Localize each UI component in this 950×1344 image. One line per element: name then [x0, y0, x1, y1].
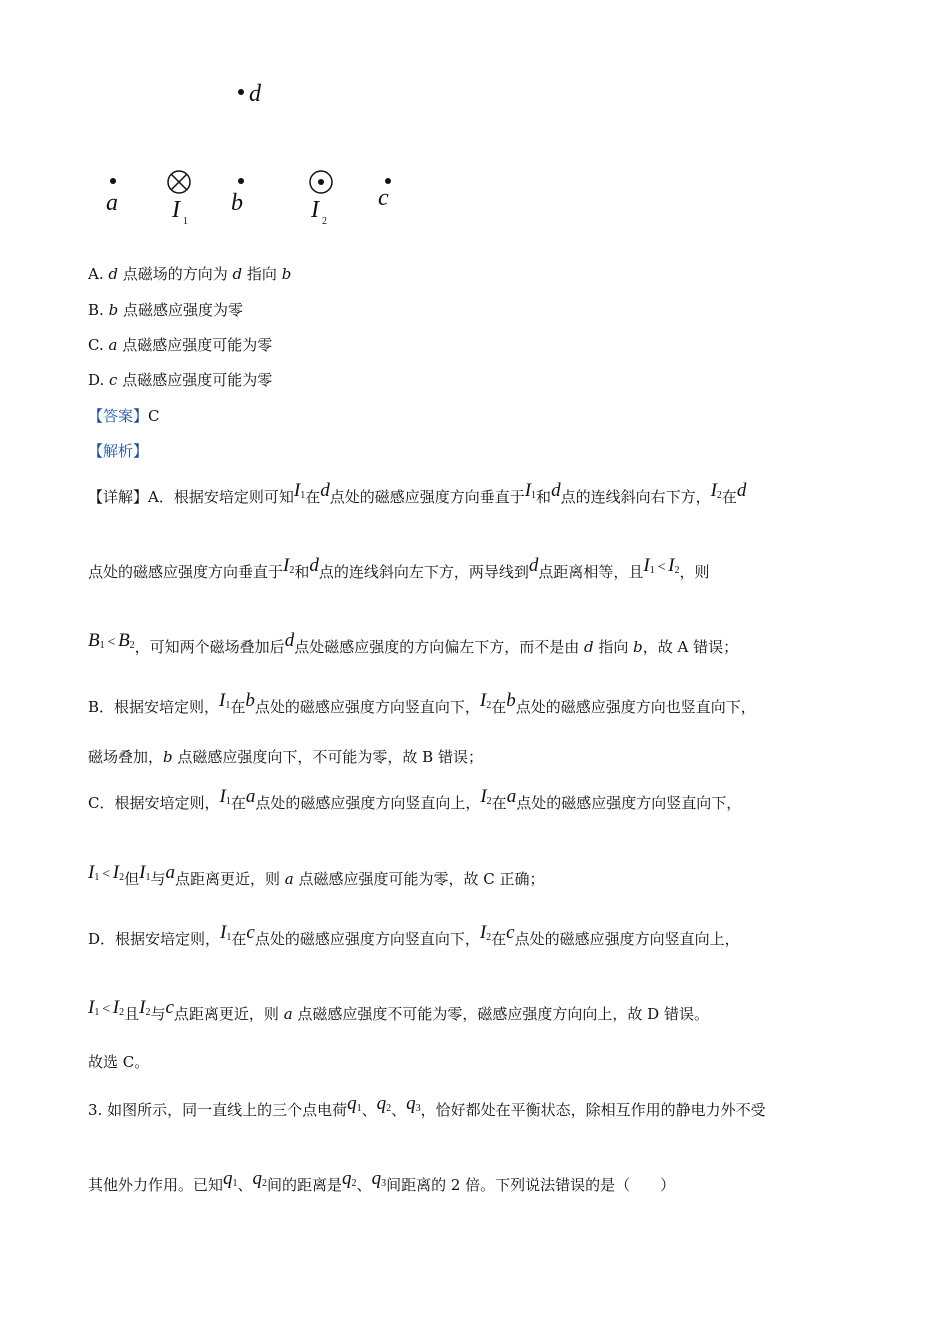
detail-line-3: $B_1 < B_2$，可知两个磁场叠加后d点处磁感应强度的方向偏左下方，而不是由 d 指向 b，故 A 错误； [88, 630, 739, 656]
point-a-dot [110, 178, 116, 184]
label-i2: I [311, 197, 319, 223]
detail-line-7: $I_1 < I_2$但$I_1$与a点距离更近，则 a 点磁感应强度可能为零，故 C 正确； [88, 862, 545, 888]
detail-line-9: $I_1 < I_2$且$I_2$与c点距离更近，则 a 点磁感应强度不可能为零，磁感应强度方向向上，故 D 错误。 [88, 997, 709, 1023]
option-b: B. b 点磁感应强度为零 [88, 301, 243, 319]
point-d-dot [238, 89, 244, 95]
detail-tag: 【详解】 [88, 488, 149, 506]
option-c: C. a 点磁感应强度可能为零 [88, 336, 273, 354]
answer-value: C [148, 407, 160, 425]
current-i2-out-of-page-icon [310, 171, 332, 193]
point-c-dot [385, 178, 391, 184]
magnetic-field-figure [0, 0, 950, 240]
label-c: c [378, 185, 389, 211]
question-3-line-1: 3. 如图所示，同一直线上的三个点电荷$q_1$、$q_2$、$q_3$，恰好都处在平衡状态，除相互作用的静电力外不受 [88, 1093, 766, 1119]
detail-line-10: 故选 C。 [88, 1053, 150, 1071]
answer-tag: 【答案】 [88, 407, 149, 425]
analysis-tag: 【解析】 [88, 442, 149, 460]
option-a: A. d 点磁场的方向为 d 指向 b [88, 265, 292, 283]
question-3-line-2: 其他外力作用。已知$q_1$、$q_2$间的距离是$q_2$、$q_3$间距离的 2 倍。下列说法错误的是（ ） [88, 1168, 676, 1194]
detail-line-8: D．根据安培定则，$I_1$在c点处的磁感应强度方向竖直向下，$I_2$在c点处的磁感应强度方向竖直向上， [88, 922, 740, 948]
detail-line-5: 磁场叠加，b 点磁感应强度向下，不可能为零，故 B 错误； [88, 748, 483, 766]
detail-line-1: 【详解】A．根据安培定则可知$I_1$在d点处的磁感应强度方向垂直于$I_1$和d点的连线斜向右下方，$I_2$在d [88, 480, 747, 506]
label-d: d [249, 81, 261, 107]
detail-line-2: 点处的磁感应强度方向垂直于$I_2$和d点的连线斜向左下方，两导线到d点距离相等，且$I_1 < I_2$，则 [88, 555, 710, 581]
label-i1-sub: 1 [183, 216, 188, 227]
analysis-line [88, 441, 868, 461]
current-i1-into-page-icon [168, 171, 190, 193]
answer-line [88, 406, 868, 426]
point-b-dot [238, 178, 244, 184]
label-i1: I [172, 197, 180, 223]
label-a: a [106, 190, 118, 216]
option-d: D. c 点磁感应强度可能为零 [88, 371, 273, 389]
label-b: b [231, 190, 243, 216]
label-i2-sub: 2 [322, 216, 327, 227]
detail-line-6: C．根据安培定则，$I_1$在a点处的磁感应强度方向竖直向上，$I_2$在a点处的磁感应强度方向竖直向下， [88, 786, 742, 812]
detail-line-4: B．根据安培定则，$I_1$在b点处的磁感应强度方向竖直向下，$I_2$在b点处的磁感应强度方向也竖直向下， [88, 690, 756, 716]
